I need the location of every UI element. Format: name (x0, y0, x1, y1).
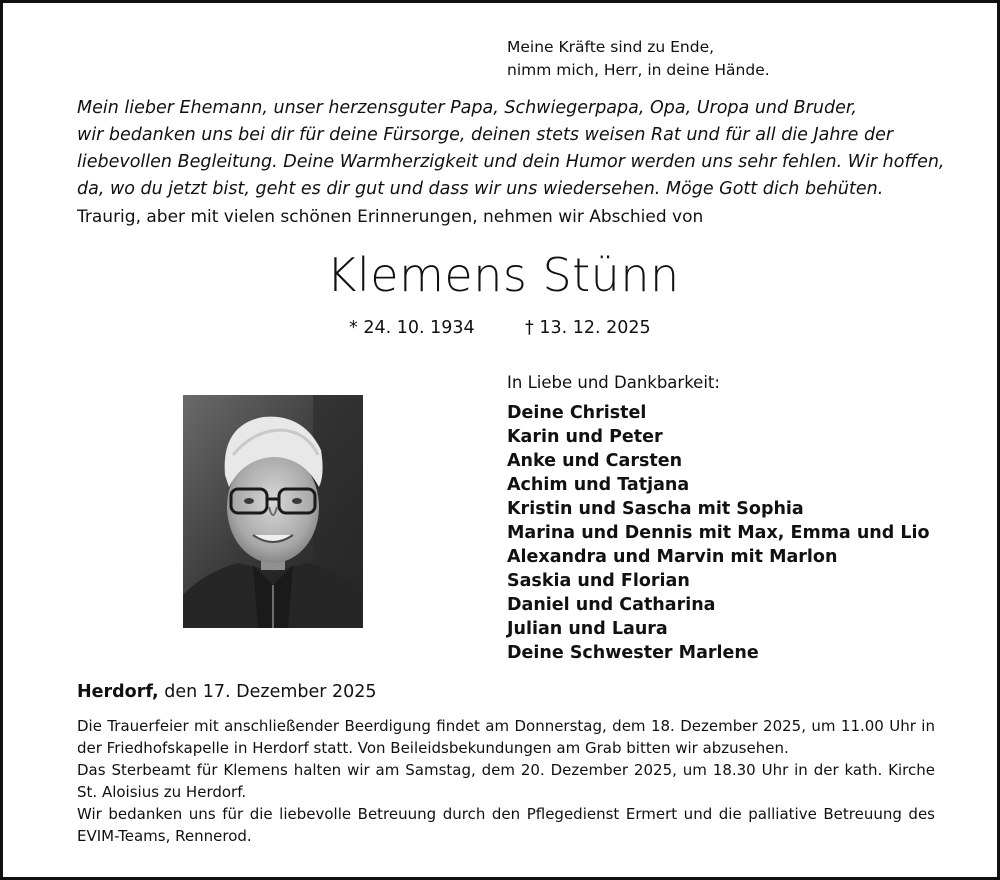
family-member: Daniel und Catharina (507, 595, 716, 615)
portrait-photo (183, 395, 363, 628)
family-member: Kristin und Sascha mit Sophia (507, 499, 804, 519)
family-list (507, 401, 930, 665)
place-date: den 17. Dezember 2025 (164, 682, 377, 702)
family-member: Saskia und Florian (507, 571, 690, 591)
details-paragraph: Das Sterbeamt für Klemens halten wir am Samstag, dem 20. Dezember 2025, um 18.30 Uhr in der kath. Kirche St. Aloisius zu Herdorf. (77, 761, 935, 801)
verse-line: Meine Kräfte sind zu Ende, (507, 38, 715, 56)
dank-intro: In Liebe und Dankbarkeit: (507, 373, 720, 392)
intro-line: wir bedanken uns bei dir für deine Fürsorge, deinen stets weisen Rat und für all die Jahre der (77, 125, 894, 145)
family-member: Deine Schwester Marlene (507, 643, 759, 663)
deceased-name: Klemens Stünn (326, 248, 680, 302)
birth-date: * 24. 10. 1934 (349, 318, 475, 338)
place-town: Herdorf, (77, 682, 159, 702)
family-member: Anke und Carsten (507, 451, 683, 471)
intro-line: da, wo du jetzt bist, geht es dir gut und dass wir uns wiedersehen. Möge Gott dich behüten. (77, 179, 884, 199)
family-member: Alexandra und Marvin mit Marlon (507, 547, 838, 567)
death-date: † 13. 12. 2025 (525, 318, 651, 338)
family-member: Julian und Laura (507, 619, 668, 639)
family-member: Deine Christel (507, 403, 647, 423)
verse (507, 36, 770, 82)
verse-line: nimm mich, Herr, in deine Hände. (507, 61, 770, 79)
intro-line: liebevollen Begleitung. Deine Warmherzigkeit und dein Humor werden uns sehr fehlen. Wir hoffen, (77, 152, 945, 172)
family-member: Marina und Dennis mit Max, Emma und Lio (507, 523, 930, 543)
family-member: Karin und Peter (507, 427, 663, 447)
intro-line: Mein lieber Ehemann, unser herzensguter Papa, Schwiegerpapa, Opa, Uropa und Bruder, (77, 98, 857, 118)
family-member: Achim und Tatjana (507, 475, 690, 495)
service-details (77, 715, 935, 847)
intro-text (77, 95, 945, 203)
details-paragraph: Wir bedanken uns für die liebevolle Betreuung durch den Pflegedienst Ermert und die palliative Betreuung des EVIM-Teams, Rennerod. (77, 805, 935, 845)
place-date-line (77, 679, 377, 705)
farewell-text: Traurig, aber mit vielen schönen Erinnerungen, nehmen wir Abschied von (77, 207, 704, 227)
details-paragraph: Die Trauerfeier mit anschließender Beerdigung findet am Donnerstag, dem 18. Dezember 2025, um 11.00 Uhr in der Friedhofskapelle in Herdorf statt. Von Beileidsbekundungen am Grab bitten wir abzusehen. (77, 717, 935, 757)
